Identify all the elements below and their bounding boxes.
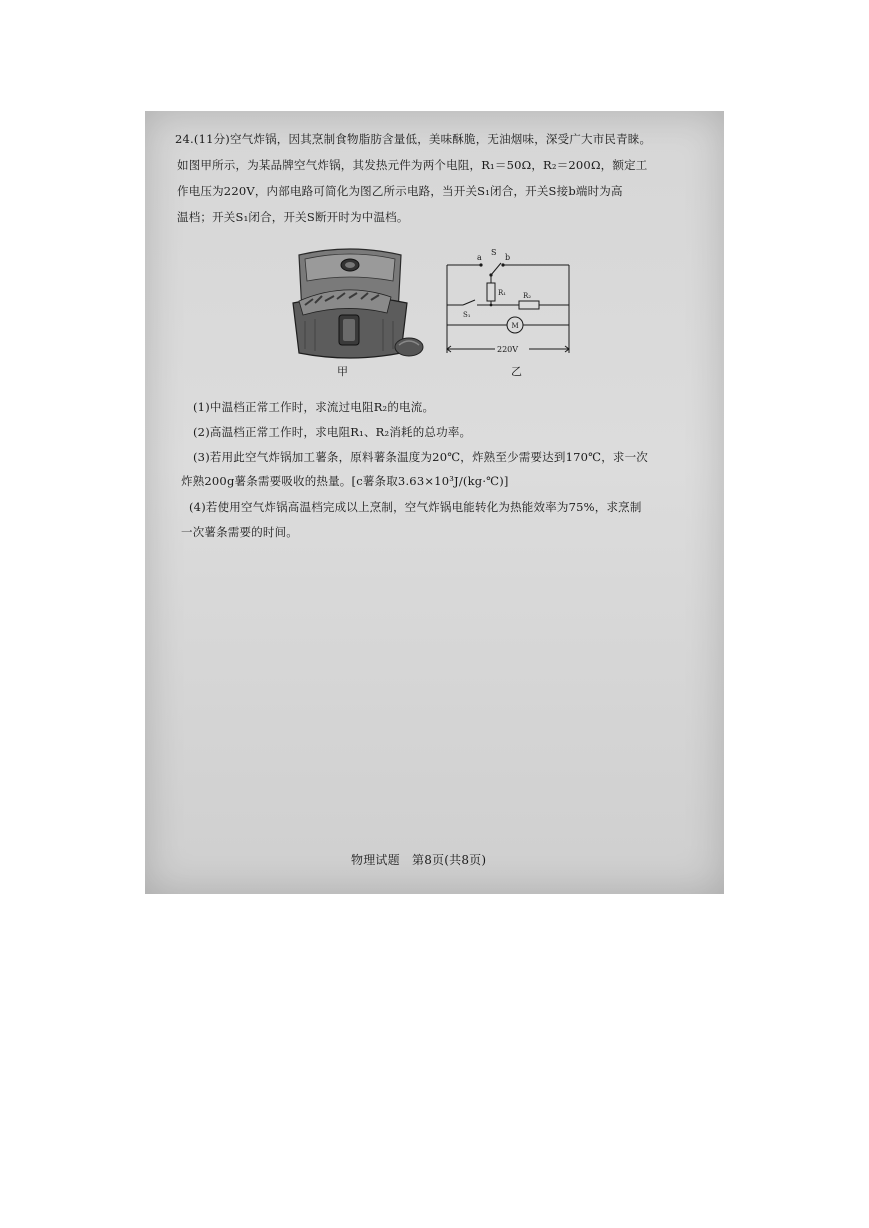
subquestion-1: (1)中温档正常工作时，求流过电阻R₂的电流。	[193, 400, 435, 414]
subquestion-4-line-2: 一次薯条需要的时间。	[181, 525, 298, 539]
label-voltage: 220V	[497, 345, 519, 354]
page-footer: 物理试题 第8页(共8页)	[351, 853, 487, 867]
label-r2: R₂	[523, 292, 532, 300]
circuit-diagram	[441, 245, 581, 357]
question-line-2: 如图甲所示，为某品牌空气炸锅，其发热元件为两个电阻，R₁＝50Ω，R₂＝200Ω，额定工	[177, 158, 648, 172]
subquestion-3-line-1: (3)若用此空气炸锅加工薯条，原料薯条温度为20℃，炸熟至少需要达到170℃，求一次	[193, 450, 648, 464]
question-line-3: 作电压为220V，内部电路可简化为图乙所示电路，当开关S₁闭合，开关S接b端时为高	[177, 184, 623, 198]
figure-jia-caption: 甲	[337, 365, 348, 378]
motor-icon: M	[511, 322, 519, 330]
subquestion-4-line-1: (4)若使用空气炸锅高温档完成以上烹制，空气炸锅电能转化为热能效率为75%，求烹制	[189, 500, 642, 514]
subquestion-2: (2)高温档正常工作时，求电阻R₁、R₂消耗的总功率。	[193, 425, 472, 439]
question-line-4: 温档；开关S₁闭合，开关S断开时为中温档。	[177, 210, 409, 224]
figure-yi-caption: 乙	[511, 365, 522, 378]
label-a: a	[477, 253, 482, 262]
subquestion-3-line-2: 炸熟200g薯条需要吸收的热量。[c薯条取3.63×10³J/(kg·℃)]	[181, 474, 509, 488]
exam-page-photo	[145, 111, 724, 894]
label-r1: R₁	[498, 289, 507, 297]
question-line-1: 24.(11分)空气炸锅，因其烹制食物脂肪含量低，美味酥脆，无油烟味，深受广大市民青睐。	[175, 132, 652, 146]
label-b: b	[505, 253, 511, 262]
label-s: S	[491, 248, 497, 257]
air-fryer-illustration	[275, 241, 425, 363]
label-s1: S₁	[463, 311, 471, 319]
